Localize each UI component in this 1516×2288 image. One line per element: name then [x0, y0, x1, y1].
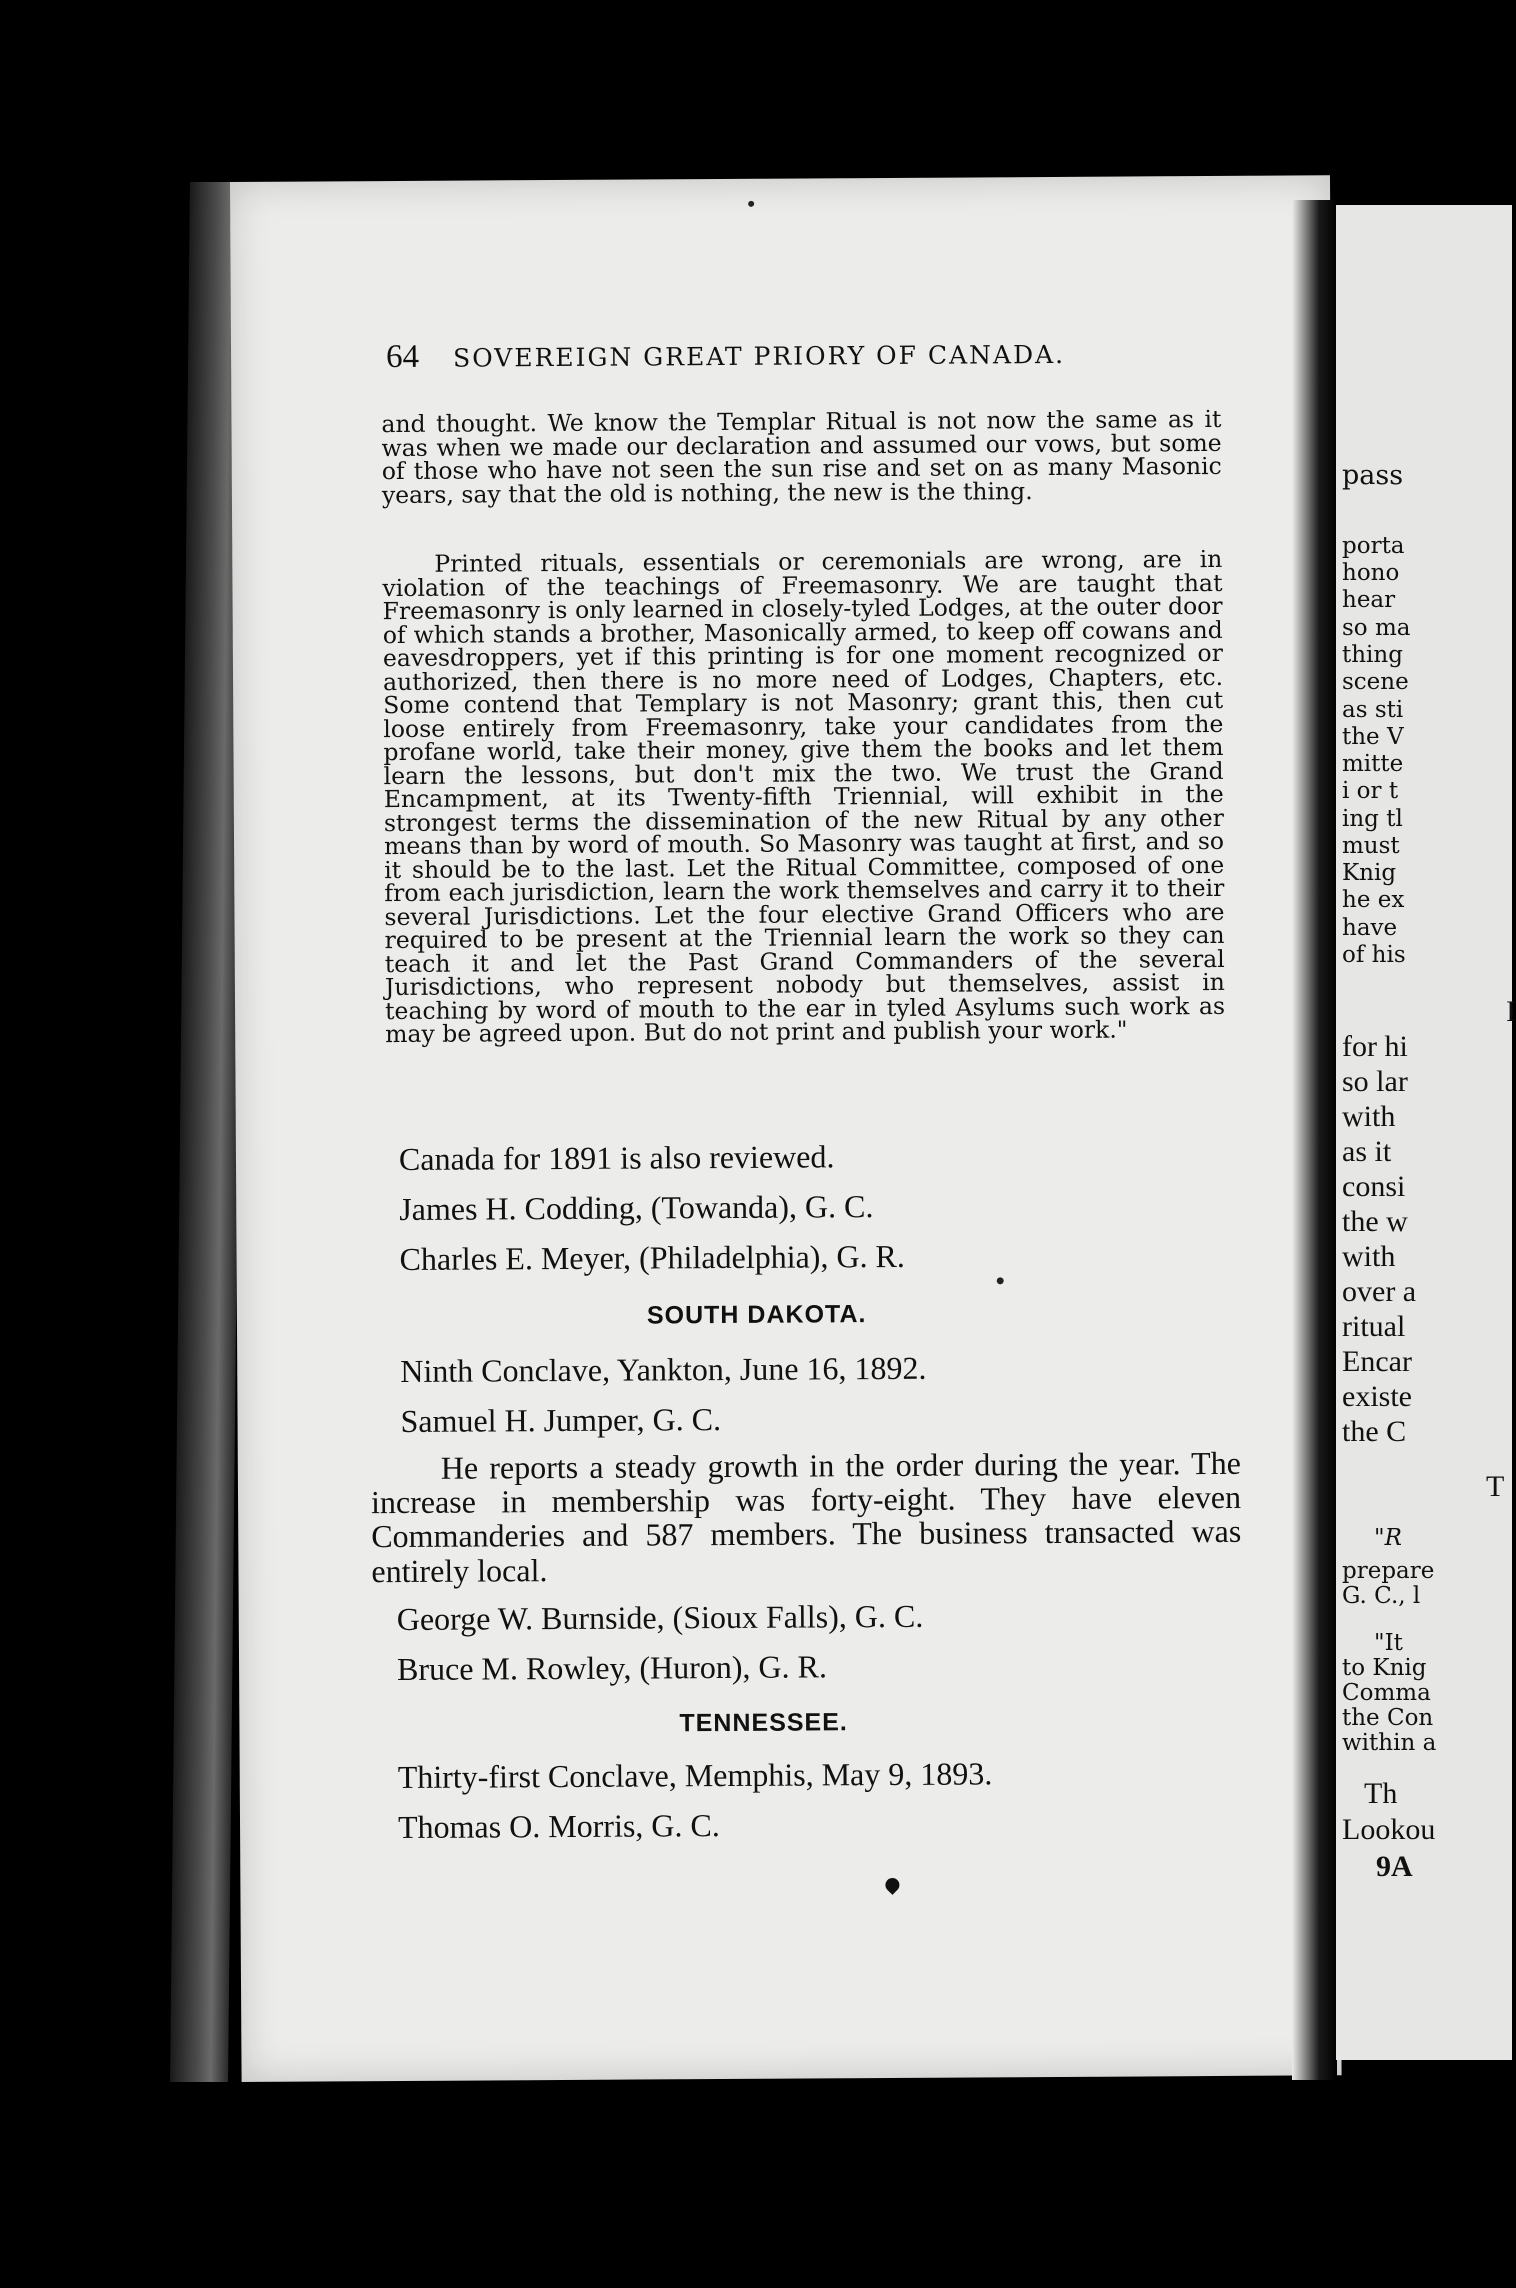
- facing-fragment: hear: [1342, 587, 1396, 613]
- facing-fragment: with: [1342, 1100, 1396, 1133]
- facing-fragment: existe: [1342, 1380, 1412, 1413]
- heading-south-dakota: SOUTH DAKOTA.: [646, 1300, 867, 1330]
- facing-fragment: T: [1486, 1470, 1505, 1503]
- facing-fragment: the Con: [1342, 1705, 1434, 1731]
- facing-fragment: so lar: [1342, 1065, 1408, 1098]
- facing-fragment: hono: [1342, 560, 1400, 586]
- facing-fragment: Encar: [1342, 1345, 1412, 1378]
- print-speck: [997, 1277, 1004, 1284]
- south-dakota-gc-line: Samuel H. Jumper, G. C.: [400, 1401, 722, 1439]
- facing-fragment: prepare: [1342, 1558, 1435, 1584]
- facing-fragment: to Knig: [1342, 1655, 1427, 1681]
- facing-fragment: over a: [1342, 1275, 1417, 1308]
- south-dakota-conclave: Ninth Conclave, Yankton, June 16, 1892.: [400, 1349, 927, 1389]
- facing-fragment: of his: [1342, 942, 1406, 968]
- heading-tennessee: TENNESSEE.: [679, 1708, 848, 1738]
- paragraph-printed-rituals: Printed rituals, essentials or ceremonials are wrong, are in violation of the teachings of Freemasonry. We are taught that Freemasonry is only learned in closely-tyled Lodges, at the outer door of which stands a brother, Masonically armed, to keep off cowans and eavesdroppers, yet if this printing is for one moment recognized or authorized, then there is no more need of Lodges, Chapters, etc. Some contend that Templary is not Masonry; grant this, then cut loose entirely from Freemasonry, take your candidates from the profane world, take their money, give them the books and let them learn the lessons, but don't mix the two. We trust the Grand Encampment, at its Twenty-fifth Triennial, will exhibit in the strongest terms the dissemination of the new Ritual by any other means than by word of mouth. So Masonry was taught at first, and so it should be to the last. Let the Ritual Committee, composed of one from each jurisdiction, learn the work themselves and carry it to their several Jurisdictions. Let the four elective Grand Officers who are required to be present at the Triennial learn the work so they can teach it and let the Past Grand Commanders of the several Jurisdictions, who represent nobody but themselves, assist in teaching by word of mouth to the ear in tyled Asylums such work as may be agreed upon. But do not print and publish your work.": [382, 544, 1226, 1049]
- facing-fragment: mitte: [1342, 751, 1404, 777]
- print-speck: [748, 201, 754, 207]
- facing-fragment: "It: [1374, 1630, 1403, 1656]
- facing-fragment: the V: [1342, 724, 1404, 750]
- facing-fragment: Lookou: [1342, 1813, 1436, 1846]
- facing-fragment: with: [1342, 1240, 1396, 1273]
- south-dakota-report-text: He reports a steady growth in the order during the year. The increase in membership was forty-eight. They have eleven Commanderies and 587 members. The business transacted was entirely local.: [370, 1444, 1242, 1589]
- canada-reviewed-line: Canada for 1891 is also reviewed.: [398, 1138, 835, 1177]
- facing-fragment: scene: [1342, 669, 1409, 695]
- facing-fragment: within a: [1342, 1730, 1437, 1756]
- facing-fragment: must: [1342, 833, 1400, 859]
- facing-fragment: 9A: [1376, 1850, 1413, 1883]
- facing-fragment: the C: [1342, 1415, 1407, 1448]
- facing-fragment: G. C., l: [1342, 1583, 1421, 1609]
- page-number: 64: [385, 338, 420, 376]
- facing-fragment: Comma: [1342, 1680, 1431, 1706]
- canada-grand-recorder: Charles E. Meyer, (Philadelphia), G. R.: [399, 1237, 905, 1277]
- facing-fragment: "R: [1374, 1525, 1402, 1551]
- facing-fragment: ritual: [1342, 1310, 1406, 1343]
- page-gutter: [1292, 200, 1337, 2080]
- facing-fragment: Th: [1364, 1777, 1398, 1810]
- facing-fragment: ing tl: [1342, 806, 1403, 832]
- facing-fragment: consi: [1342, 1170, 1406, 1203]
- facing-fragment: so ma: [1342, 615, 1411, 641]
- facing-fragment: for hi: [1342, 1030, 1408, 1063]
- facing-fragment: thing: [1342, 642, 1403, 668]
- paragraph-continuation: and thought. We know the Templar Ritual is not now the same as it was when we made our declaration and assumed our vows, but some of those who have not seen the sun rise and set on as many Masonic years, say that the old is nothing, the new is the thing.: [381, 404, 1222, 509]
- facing-fragment: he ex: [1342, 887, 1405, 913]
- south-dakota-grand-commander: George W. Burnside, (Sioux Falls), G. C.: [396, 1597, 924, 1638]
- facing-page-fragment: [1336, 205, 1516, 2060]
- south-dakota-report: [371, 1446, 1242, 1588]
- running-header: [386, 334, 1216, 376]
- facing-fragment: have: [1342, 915, 1398, 941]
- canada-grand-commander: James H. Codding, (Towanda), G. C.: [399, 1188, 874, 1227]
- south-dakota-grand-recorder: Bruce M. Rowley, (Huron), G. R.: [396, 1648, 828, 1688]
- facing-fragment: i or t: [1342, 778, 1399, 804]
- facing-fragment: as sti: [1342, 697, 1404, 723]
- tennessee-conclave: Thirty-first Conclave, Memphis, May 9, 1893.: [397, 1755, 993, 1796]
- facing-fragment: pass: [1342, 460, 1404, 491]
- facing-fragment: as it: [1342, 1135, 1392, 1168]
- facing-fragment: porta: [1342, 533, 1405, 559]
- tennessee-grand-commander: Thomas O. Morris, G. C.: [397, 1807, 720, 1846]
- running-head-title: SOVEREIGN GREAT PRIORY OF CANADA.: [452, 339, 1066, 373]
- facing-fragment: Knig: [1342, 860, 1397, 886]
- facing-fragment: the w: [1342, 1205, 1408, 1238]
- page-64: [230, 175, 1342, 2082]
- facing-fragment: I: [1506, 995, 1516, 1028]
- ornament-mark: [883, 1875, 903, 1895]
